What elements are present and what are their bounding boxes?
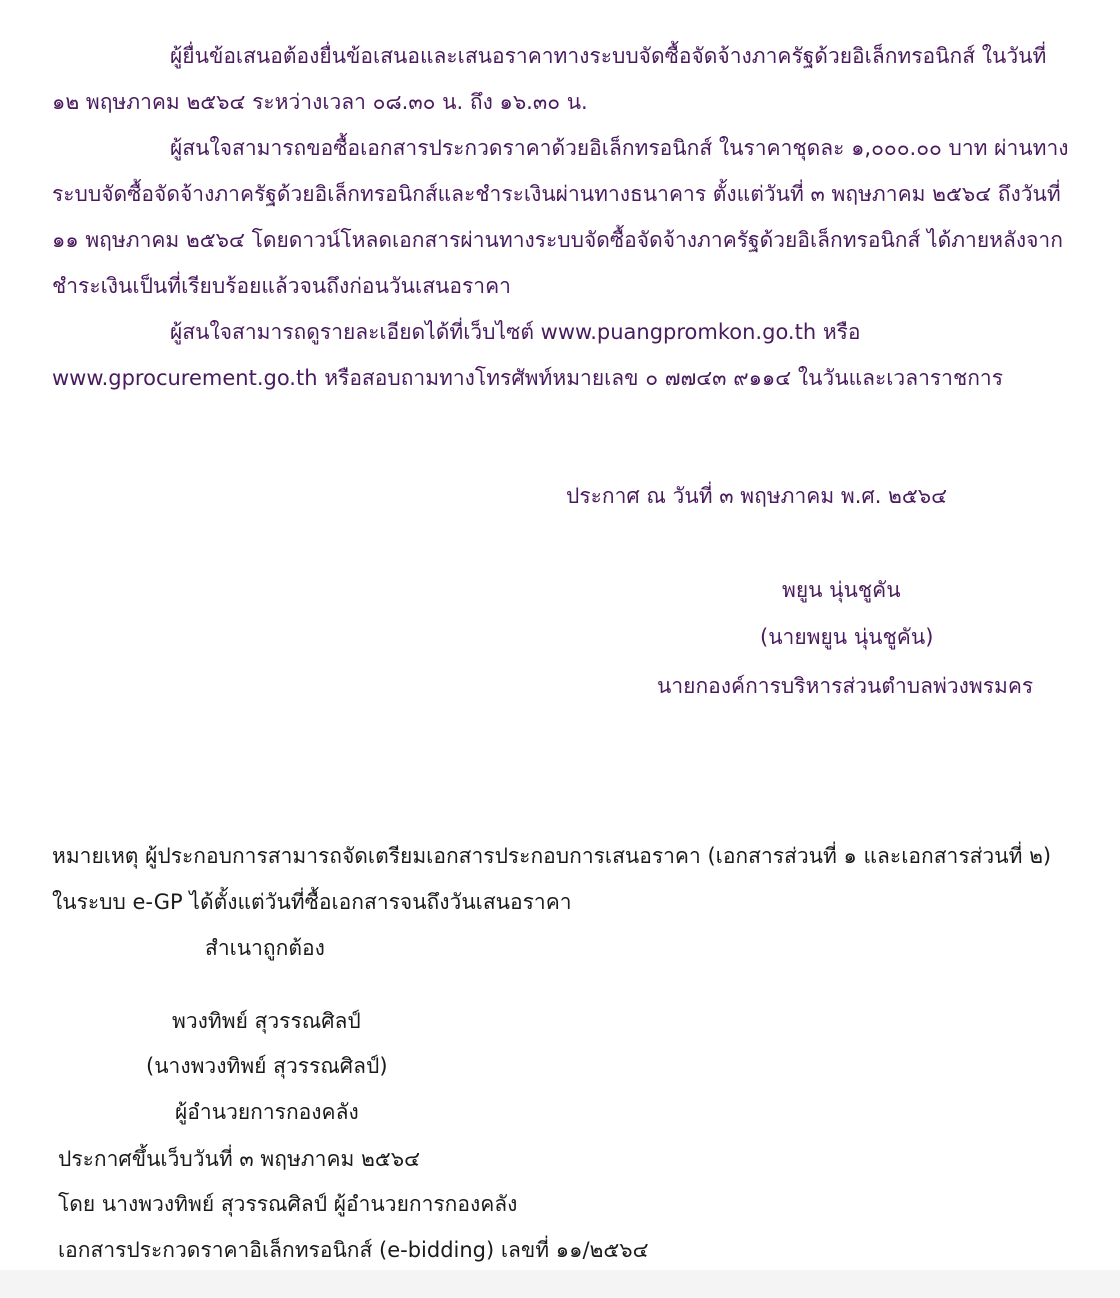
signatory-full-name: (นายพยูน นุ่นชูคัน) <box>760 625 934 649</box>
document-number: เอกสารประกวดราคาอิเล็กทรอนิกส์ (e-bidding) เลขที่ ๑๑/๒๕๖๔ <box>58 1238 649 1262</box>
details-line-1: ผู้สนใจสามารถดูรายละเอียดได้ที่เว็บไซต์ www.puangpromkon.go.th หรือ <box>170 320 861 344</box>
certifier-signature: พวงทิพย์ สุวรรณศิลป์ <box>172 1009 361 1033</box>
certifier-full-name: (นางพวงทิพย์ สุวรรณศิลป์) <box>146 1054 388 1078</box>
purchase-line-3: ๑๑ พฤษภาคม ๒๕๖๔ โดยดาวน์โหลดเอกสารผ่านทางระบบจัดซื้อจัดจ้างภาครัฐด้วยอิเล็กทรอนิกส์ ได้ภายหลังจาก <box>52 228 1063 252</box>
signatory-position: นายกองค์การบริหารส่วนตำบลพ่วงพรมคร <box>657 674 1034 698</box>
certified-copy-label: สำเนาถูกต้อง <box>205 936 325 960</box>
submission-line-2: ๑๒ พฤษภาคม ๒๕๖๔ ระหว่างเวลา ๐๘.๓๐ น. ถึง ๑๖.๓๐ น. <box>52 90 588 114</box>
page-bottom-margin <box>0 1270 1120 1298</box>
submission-line-1: ผู้ยื่นข้อเสนอต้องยื่นข้อเสนอและเสนอราคาทางระบบจัดซื้อจัดจ้างภาครัฐด้วยอิเล็กทรอนิกส์ ในวันที่ <box>170 44 1047 68</box>
remark-line-1: หมายเหตุ ผู้ประกอบการสามารถจัดเตรียมเอกสารประกอบการเสนอราคา (เอกสารส่วนที่ ๑ และเอกสารส่วนที่ ๒) <box>52 844 1052 868</box>
posted-date: ประกาศขึ้นเว็บวันที่ ๓ พฤษภาคม ๒๕๖๔ <box>58 1147 420 1171</box>
posted-by: โดย นางพวงทิพย์ สุวรรณศิลป์ ผู้อำนวยการกองคลัง <box>58 1192 518 1216</box>
purchase-line-1: ผู้สนใจสามารถขอซื้อเอกสารประกวดราคาด้วยอิเล็กทรอนิกส์ ในราคาชุดละ ๑,๐๐๐.๐๐ บาท ผ่านทาง <box>170 136 1069 160</box>
purchase-line-2: ระบบจัดซื้อจัดจ้างภาครัฐด้วยอิเล็กทรอนิกส์และชำระเงินผ่านทางธนาคาร ตั้งแต่วันที่ ๓ พฤษภาคม ๒๕๖๔ ถึงวันที่ <box>52 182 1061 206</box>
announcement-date: ประกาศ ณ วันที่ ๓ พฤษภาคม พ.ศ. ๒๕๖๔ <box>566 484 948 508</box>
purchase-line-4: ชำระเงินเป็นที่เรียบร้อยแล้วจนถึงก่อนวันเสนอราคา <box>52 274 511 298</box>
certifier-position: ผู้อำนวยการกองคลัง <box>175 1100 359 1124</box>
remark-line-2: ในระบบ e-GP ได้ตั้งแต่วันที่ซื้อเอกสารจนถึงวันเสนอราคา <box>52 890 572 914</box>
signatory-signature: พยูน นุ่นชูคัน <box>782 578 901 602</box>
details-line-2: www.gprocurement.go.th หรือสอบถามทางโทรศัพท์หมายเลข ๐ ๗๗๔๓ ๙๑๑๔ ในวันและเวลาราชการ <box>52 366 1003 390</box>
